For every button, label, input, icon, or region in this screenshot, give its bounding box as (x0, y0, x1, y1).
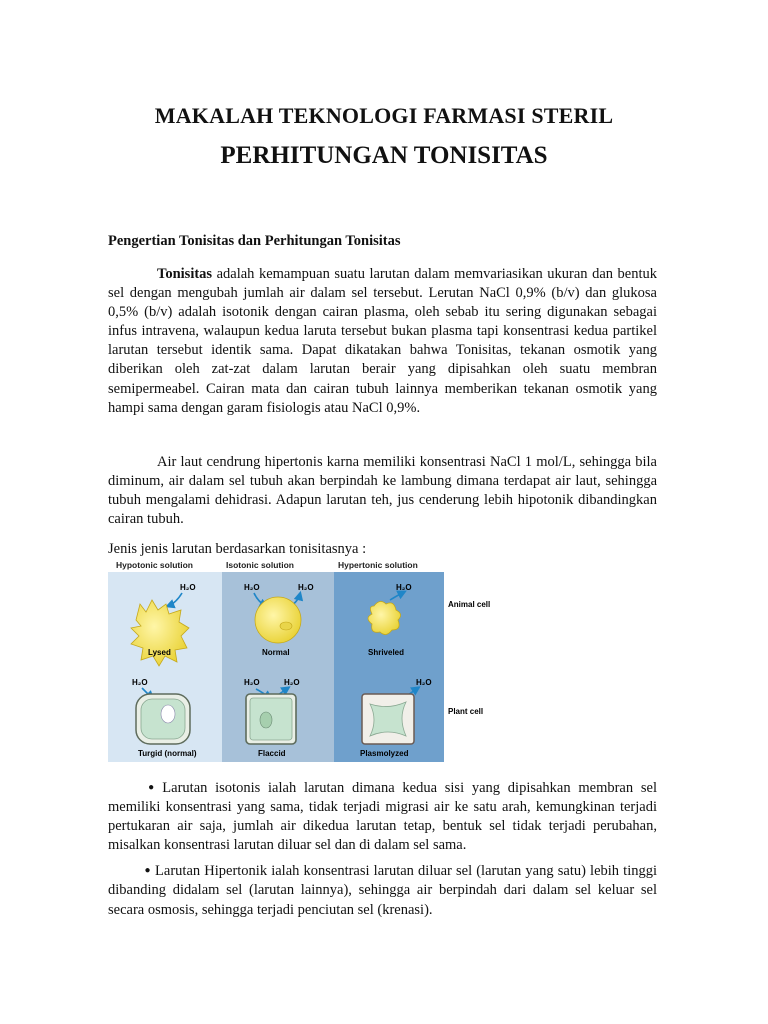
types-intro: Jenis jenis larutan berdasarkan tonisitasnya : (108, 541, 367, 557)
paragraph-text: Air laut cendrung hipertonis karna memiliki konsentrasi NaCl 1 mol/L, sehingga bila diminum, air dalam sel tubuh akan berpindah ke lambung dimana terdapat air laut, sehingga tubuh mengalami dehidrasi. Adapun larutan teh, jus cenderung lebih hipotonik dibandingkan cairan tubuh. (108, 454, 657, 528)
water-label: H₂O (284, 678, 300, 687)
bullet-text: Larutan Hipertonik ialah konsentrasi larutan diluar sel (larutan yang satu) lebih tinggi dibanding didalam sel (larutan lainnya), sehingga air berpindah dari dalam sel keluar sel secara osmosis, sehingga terjadi penciutan sel (krenasi). (108, 863, 657, 918)
plant-label-flaccid: Flaccid (258, 749, 286, 758)
column-header-isotonic: Isotonic solution (226, 560, 294, 570)
title-line-1: MAKALAH TEKNOLOGI FARMASI STERIL (154, 103, 614, 128)
animal-label-lysed: Lysed (148, 648, 171, 657)
tonicity-figure (108, 558, 499, 762)
paragraph-tonisitas (108, 265, 657, 418)
column-header-hypotonic: Hypotonic solution (116, 560, 193, 570)
water-label: H₂O (132, 678, 148, 687)
paragraph-text: adalah kemampuan suatu larutan dalam memvariasikan ukuran dan bentuk sel dengan mengubah jumlah air dalam sel tersebut. Lerutan NaCl 0,9% (b/v) dan glukosa 0,5% (b/v) adalah isotonik dengan cairan plasma, oleh sebab itu sering digunakan sebagai infus intravena, walaupun kedua laruta tersebut bukan plasma tapi konsentrasi kedua partikel larutan tersebut identik sama. Dapat dikatakan bahwa Tonisitas, tekanan osmotik yang diberikan oleh zat-zat dalam larutan berair yang dipisahkan oleh suatu membran semipermeabel. Cairan mata dan cairan tubuh lainnya memberikan tekanan osmotik yang hampi sama dengan garam fisiologis atau NaCl 0,9%. (108, 266, 657, 416)
section-heading: Pengertian Tonisitas dan Perhitungan Tonisitas (108, 233, 401, 249)
water-label: H₂O (180, 583, 196, 592)
row-label-plant: Plant cell (448, 707, 484, 716)
water-label: H₂O (244, 678, 260, 687)
row-label-animal: Animal cell (448, 600, 491, 609)
title-line-2: PERHITUNGAN TONISITAS (220, 142, 548, 169)
plant-label-turgid: Turgid (normal) (138, 749, 197, 758)
water-label: H₂O (396, 583, 412, 592)
column-header-hypertonic: Hypertonic solution (338, 560, 418, 570)
normal-cell (255, 597, 301, 643)
paragraph-lead-term: Tonisitas (157, 266, 213, 282)
water-label: H₂O (298, 583, 314, 592)
list-item: ● Larutan Hipertonik ialah konsentrasi larutan diluar sel (larutan yang satu) lebih tinggi dibanding didalam sel (larutan lainnya), sehingga air berpindah dari dalam sel keluar sel secara osmosis, sehingga terjadi penciutan sel (krenasi). (108, 863, 657, 918)
plant-label-plasmolyzed: Plasmolyzed (360, 749, 409, 758)
bullet-text: Larutan isotonis ialah larutan dimana kedua sisi yang dipisahkan membran sel memiliki konsentrasi yang sama, tidak terjadi migrasi air ke satu arah, kemungkinan terjadi pertukaran air saja, jumlah air dikedua larutan tetap, bentuk sel tidak terjadi perubahan, misalkan konsentrasi larutan diluar sel dan di dalam sel sama. (108, 780, 657, 854)
paragraph-air-laut (108, 453, 657, 529)
animal-label-shriveled: Shriveled (368, 648, 405, 657)
water-label: H₂O (244, 583, 260, 592)
bullet-list (108, 778, 657, 926)
animal-label-normal: Normal (262, 648, 290, 657)
water-label: H₂O (416, 678, 432, 687)
list-item: ● Larutan isotonis ialah larutan dimana kedua sisi yang dipisahkan membran sel memiliki konsentrasi yang sama, tidak terjadi migrasi air ke satu arah, kemungkinan terjadi pertukaran air saja, jumlah air dikedua larutan tetap, bentuk sel tidak terjadi perubahan, misalkan konsentrasi larutan diluar sel dan di dalam sel sama. (108, 780, 657, 854)
